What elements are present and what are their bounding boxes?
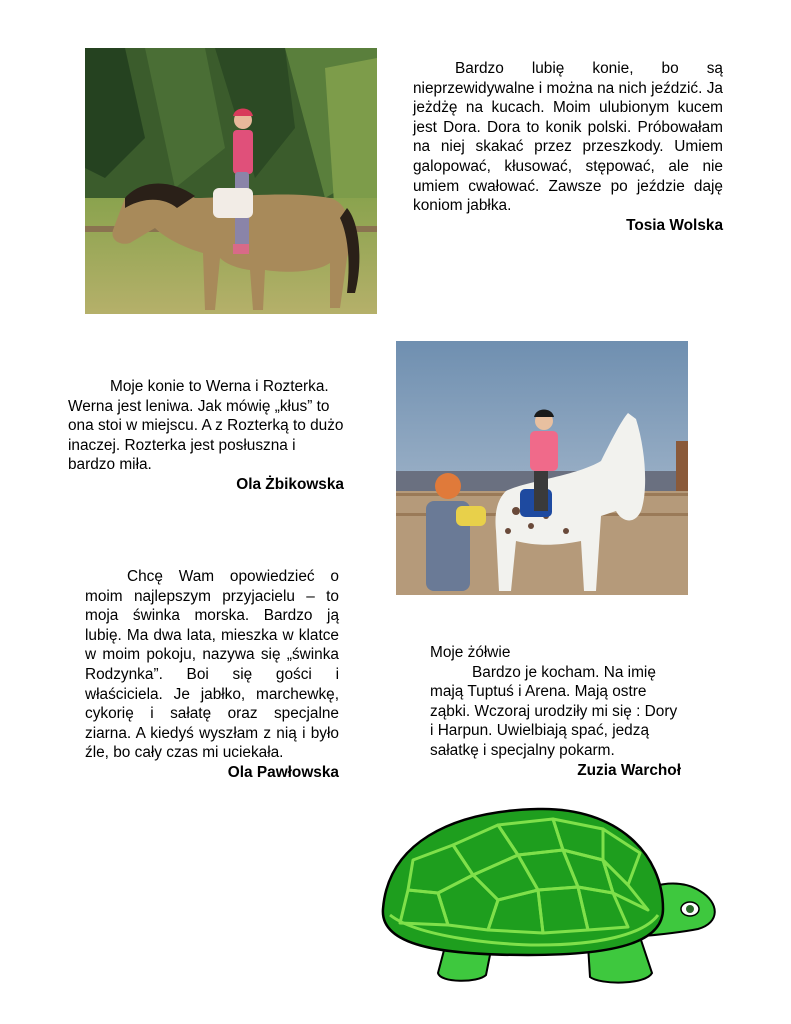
story-author: Ola Pawłowska: [227, 763, 339, 781]
story-author: Tosia Wolska: [626, 216, 723, 234]
photo-girl-riding-horse: [85, 48, 377, 314]
story-heading: Moje żółwie: [430, 644, 511, 661]
story-ola-zbikowska: [68, 377, 344, 495]
photo-girl-on-spotted-horse: [396, 341, 688, 595]
turtle-illustration: [378, 805, 720, 987]
story-zuzia: [430, 643, 681, 780]
story-text: Bardzo lubię konie, bo są nieprzewidywalne i można na nich jeździć. Ja jeżdżę na kucach. Moim ulubionym kucem jest Dora. Dora to konik polski. Próbowałam na niej skakać przez przeszkody. Umiem galopować, kłusować, stępować, ale nie umiem cwałować. Zawsze po jeździe daję koniom jabłka.: [413, 60, 723, 215]
story-text: Moje konie to Werna i Rozterka. Werna jest leniwa. Jak mówię „kłus” to ona stoi w miejscu. A z Rozterką to dużo inaczej. Rozterka jest posłuszna i bardzo miła.: [68, 378, 344, 474]
story-author: Zuzia Warchoł: [577, 761, 681, 779]
story-text: Bardzo je kocham. Na imię mają Tuptuś i Arena. Mają ostre ząbki. Wczoraj urodziły mi się : Dory i Harpun. Uwielbiają spać, jedzą sałatkę i specjalny pokarm.: [430, 663, 678, 759]
story-ola-pawlowska: [85, 567, 339, 783]
story-author: Ola Żbikowska: [236, 475, 344, 493]
story-text: Chcę Wam opowiedzieć o moim najlepszym przyjacielu – to moja świnka morska. Bardzo ją lubię. Ma dwa lata, mieszka w klatce w moim pokoju, nazywa się „świnka Rodzynka”. Boi się gości i właściciela. Je jabłko, marchewkę, cykorię i sałatę oraz specjalne ziarna. A kiedyś wyszłam z nią i było źle, bo cały czas mi uciekała.: [85, 568, 339, 762]
story-tosia: [413, 59, 723, 235]
